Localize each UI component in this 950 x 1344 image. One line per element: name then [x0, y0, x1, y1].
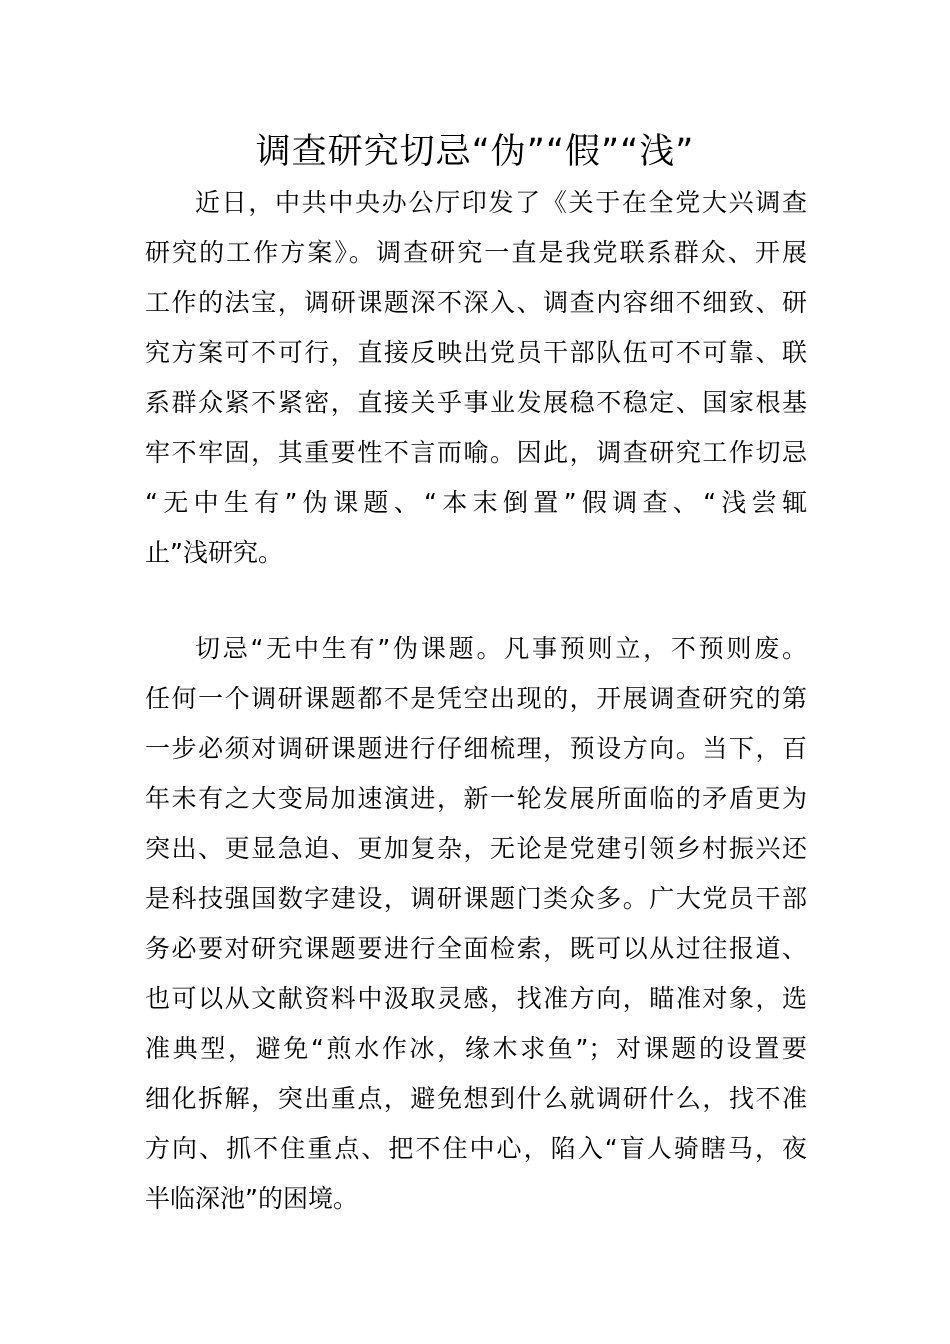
paragraph-section-1: [145, 624, 807, 1224]
paragraph-line: 是科技强国数字建设，调研课题门类众多。广大党员干部: [145, 884, 807, 913]
paragraph-line: 准典型，避免“煎水作冰，缘木求鱼”；对课题的设置要: [145, 1034, 807, 1063]
page-title: 调查研究切忌“伪”“假”“浅”: [255, 132, 695, 172]
paragraph-line: 一步必须对调研课题进行仔细梳理，预设方向。当下，百: [145, 734, 807, 763]
paragraph-line: 务必要对研究课题要进行全面检索，既可以从过往报道、: [145, 934, 807, 963]
paragraph-line: 研究的工作方案》。调查研究一直是我党联系群众、开展: [145, 238, 807, 267]
paragraph-line: 也可以从文献资料中汲取灵感，找准方向，瞄准对象，选: [145, 984, 807, 1013]
paragraph-line: 系群众紧不紧密，直接关乎事业发展稳不稳定、国家根基: [145, 388, 807, 417]
paragraph-line: 半临深池”的困境。: [145, 1184, 358, 1213]
paragraph-intro: [145, 178, 807, 578]
paragraph-line: 近日，中共中央办公厅印发了《关于在全党大兴调查: [195, 188, 807, 217]
paragraph-line: 年未有之大变局加速演进，新一轮发展所面临的矛盾更为: [145, 784, 807, 813]
paragraph-line: 细化拆解，突出重点，避免想到什么就调研什么，找不准: [145, 1084, 807, 1113]
paragraph-line: 任何一个调研课题都不是凭空出现的，开展调查研究的第: [145, 684, 807, 713]
paragraph-line: 牢不牢固，其重要性不言而喻。因此，调查研究工作切忌: [145, 438, 807, 467]
paragraph-line: 止”浅研究。: [145, 538, 283, 567]
paragraph-line: 突出、更显急迫、更加复杂，无论是党建引领乡村振兴还: [145, 834, 807, 863]
paragraph-line: “无中生有”伪课题、“本末倒置”假调查、“浅尝辄: [145, 488, 807, 517]
paragraph-line: 切忌“无中生有”伪课题。凡事预则立，不预则废。: [195, 634, 807, 663]
paragraph-line: 究方案可不可行，直接反映出党员干部队伍可不可靠、联: [145, 338, 807, 367]
paragraph-line: 工作的法宝，调研课题深不深入、调查内容细不细致、研: [145, 288, 807, 317]
paragraph-line: 方向、抓不住重点、把不住中心，陷入“盲人骑瞎马，夜: [145, 1134, 807, 1163]
